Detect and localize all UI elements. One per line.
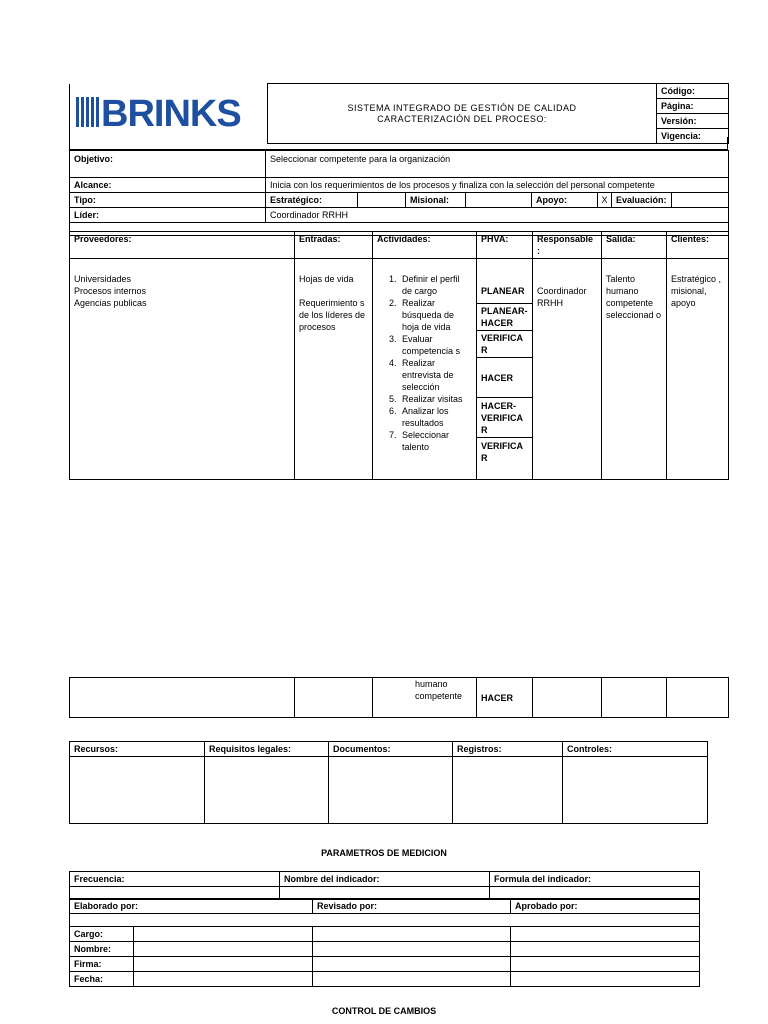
firma-label: Firma: xyxy=(70,957,134,972)
col-proveedores: Proveedores: xyxy=(70,232,295,259)
logo-bars-icon xyxy=(76,97,101,130)
firma-aprobado xyxy=(511,957,700,972)
elaborado-label: Elaborado por: xyxy=(70,899,313,914)
misional-label: Misional: xyxy=(406,193,466,208)
tipo-label: Tipo: xyxy=(70,193,266,208)
cont-responsable xyxy=(533,678,602,718)
clientes-cell: Estratégico , misional, apoyo xyxy=(667,259,729,480)
actividad-item: 6. Analizar los resultados xyxy=(399,405,472,429)
objetivo-label: Objetivo: xyxy=(70,151,266,178)
phva-cell: HACER- VERIFICA R xyxy=(477,398,533,438)
documentos-header: Documentos: xyxy=(329,742,453,757)
cargo-elaborado xyxy=(134,927,313,942)
controles-value xyxy=(563,757,708,824)
entradas-cell xyxy=(295,259,373,480)
header-table xyxy=(69,83,729,144)
continuation-table xyxy=(69,677,729,718)
cont-clientes xyxy=(667,678,729,718)
objetivo-value: Seleccionar competente para la organización xyxy=(266,151,729,178)
version-label: Versión: xyxy=(657,114,729,129)
brinks-logo: BRINKS xyxy=(101,92,241,135)
aprobado-label: Aprobado por: xyxy=(511,899,700,914)
firma-revisado xyxy=(313,957,511,972)
formula-indicador-label: Formula del indicador: xyxy=(490,872,700,887)
proveedores-cell xyxy=(70,259,295,480)
logo-cell xyxy=(70,84,268,144)
entrada-item: Hojas de vida xyxy=(299,274,354,284)
phva-cell: VERIFICA R xyxy=(477,331,533,358)
cont-salida xyxy=(602,678,667,718)
approval-table xyxy=(69,898,700,987)
fecha-elaborado xyxy=(134,972,313,987)
salida-cell: Talento humano competente seleccionad o xyxy=(602,259,667,480)
lider-value: Coordinador RRHH xyxy=(266,208,729,223)
process-table xyxy=(69,231,729,480)
apoyo-mark: X xyxy=(598,193,612,208)
phva-cell: PLANEAR- HACER xyxy=(477,304,533,331)
proveedor-item: Procesos internos xyxy=(74,286,147,296)
col-salida: Salida: xyxy=(602,232,667,259)
col-actividades: Actividades: xyxy=(373,232,477,259)
actividad-item: 7. Seleccionar talento xyxy=(399,429,472,453)
recursos-value xyxy=(70,757,205,824)
cargo-label: Cargo: xyxy=(70,927,134,942)
actividad-item: 5. Realizar visitas xyxy=(399,393,472,405)
nombre-label: Nombre: xyxy=(70,942,134,957)
lider-label: Líder: xyxy=(70,208,266,223)
fecha-revisado xyxy=(313,972,511,987)
estrategico-label: Estratégico: xyxy=(266,193,358,208)
actividad-item: 2. Realizar búsqueda de hoja de vida xyxy=(399,297,472,333)
entrada-item: Requerimiento s de los líderes de procesos xyxy=(299,298,366,332)
alcance-value: Inicia con los requerimientos de los procesos y finaliza con la selección del personal competente xyxy=(266,178,729,193)
revisado-label: Revisado por: xyxy=(313,899,511,914)
registros-value xyxy=(453,757,563,824)
apoyo-label: Apoyo: xyxy=(532,193,598,208)
system-title: SISTEMA INTEGRADO DE GESTIÓN DE CALIDAD xyxy=(347,102,577,113)
registros-header: Registros: xyxy=(453,742,563,757)
frecuencia-label: Frecuencia: xyxy=(70,872,280,887)
estrategico-value xyxy=(358,193,406,208)
actividades-cell xyxy=(373,259,477,480)
resources-table xyxy=(69,741,708,824)
vigencia-label: Vigencia: xyxy=(657,129,729,144)
col-responsable: Responsable : xyxy=(533,232,602,259)
evaluacion-value xyxy=(672,193,729,208)
process-title: CARACTERIZACIÓN DEL PROCESO: xyxy=(377,113,547,124)
header-title-cell xyxy=(268,84,657,144)
col-entradas: Entradas: xyxy=(295,232,373,259)
phva-cell: PLANEAR xyxy=(477,259,533,304)
nombre-indicador-label: Nombre del indicador: xyxy=(280,872,490,887)
info-table xyxy=(69,150,729,236)
proveedor-item: Universidades xyxy=(74,274,132,284)
cont-phva: HACER xyxy=(477,678,533,718)
actividades-list xyxy=(377,273,472,453)
cargo-revisado xyxy=(313,927,511,942)
cont-proveedores xyxy=(70,678,295,718)
evaluacion-label: Evaluación: xyxy=(612,193,672,208)
responsable-cell: Coordinador RRHH xyxy=(533,259,602,480)
approval-spacer xyxy=(70,914,700,927)
recursos-header: Recursos: xyxy=(70,742,205,757)
pagina-label: Página: xyxy=(657,99,729,114)
phva-cell: VERIFICA R xyxy=(477,438,533,480)
params-title: PARAMETROS DE MEDICION xyxy=(321,848,447,858)
documentos-value xyxy=(329,757,453,824)
col-clientes: Clientes: xyxy=(667,232,729,259)
nombre-elaborado xyxy=(134,942,313,957)
actividad-item: 1. Definir el perfil de cargo xyxy=(399,273,472,297)
requisitos-value xyxy=(205,757,329,824)
nombre-revisado xyxy=(313,942,511,957)
firma-elaborado xyxy=(134,957,313,972)
nombre-aprobado xyxy=(511,942,700,957)
col-phva: PHVA: xyxy=(477,232,533,259)
changes-title: CONTROL DE CAMBIOS xyxy=(331,1006,437,1016)
controles-header: Controles: xyxy=(563,742,708,757)
header-spacer xyxy=(69,137,728,150)
fecha-label: Fecha: xyxy=(70,972,134,987)
fecha-aprobado xyxy=(511,972,700,987)
codigo-label: Código: xyxy=(657,84,729,99)
cont-entradas xyxy=(295,678,373,718)
params-table xyxy=(69,871,700,900)
misional-value xyxy=(466,193,532,208)
actividad-item: 4. Realizar entrevista de selección xyxy=(399,357,472,393)
proveedor-item: Agencias publicas xyxy=(74,298,147,308)
phva-cell: HACER xyxy=(477,358,533,398)
actividad-item: 3. Evaluar competencia s xyxy=(399,333,472,357)
alcance-label: Alcance: xyxy=(70,178,266,193)
requisitos-header: Requisitos legales: xyxy=(205,742,329,757)
cont-actividad: humano competente xyxy=(373,678,477,718)
cargo-aprobado xyxy=(511,927,700,942)
